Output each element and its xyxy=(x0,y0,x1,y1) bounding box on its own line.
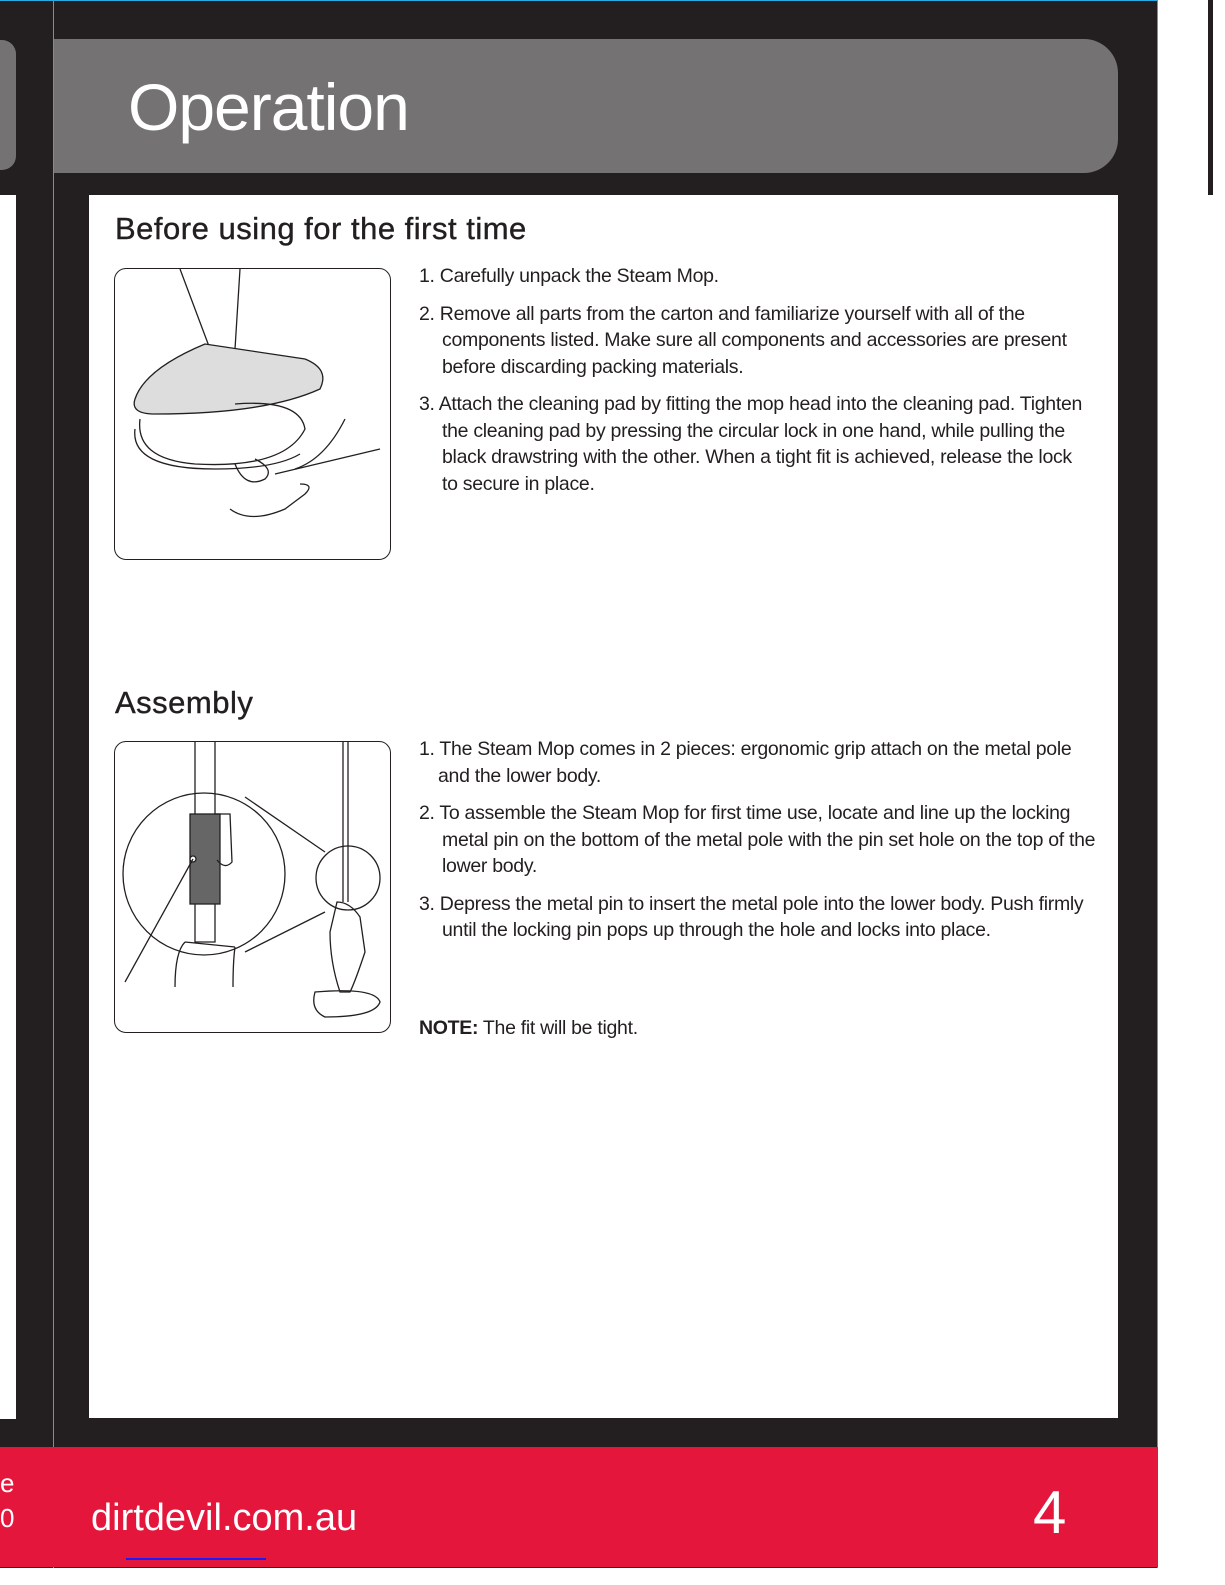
section-header xyxy=(54,39,1118,173)
step-item: 1. Carefully unpack the Steam Mop. xyxy=(419,265,719,287)
guide-line xyxy=(1157,0,1158,1568)
step-item: 1. The Steam Mop comes in 2 pieces: ergonomic grip attach on the metal pole and the lower body. xyxy=(419,738,1072,787)
page-title: Operation xyxy=(128,70,409,144)
link-underline xyxy=(126,1558,266,1560)
website-link[interactable]: dirtdevil.com.au xyxy=(91,1497,358,1539)
step-item: 2. To assemble the Steam Mop for first time use, locate and line up the locking metal pin on the bottom of the metal pole with the pin set hole on the top of the lower body. xyxy=(419,802,1096,877)
page-number: 4 xyxy=(1033,1479,1067,1546)
note-label: NOTE: xyxy=(419,1017,479,1039)
step-item: 3. Attach the cleaning pad by fitting the mop head into the cleaning pad. Tighten the cleaning pad by pressing the circular lock in one hand, while pulling the black drawstring with the other. When a tight fit is achieved, release the lock to secure in place. xyxy=(419,393,1083,495)
previous-page-text-fragment: e xyxy=(0,1468,15,1498)
first-use-steps xyxy=(419,263,1089,508)
assembly-illustration xyxy=(114,741,391,1033)
assembly-steps xyxy=(419,736,1099,955)
step-item: 2. Remove all parts from the carton and familiarize yourself with all of the components listed. Make sure all components and accessories are present before discarding packing materials. xyxy=(419,302,1067,378)
crop-mark xyxy=(1208,0,1213,195)
guide-line xyxy=(0,0,1158,1)
guide-line xyxy=(53,0,54,1568)
previous-page-header-edge xyxy=(0,40,16,170)
step-item: 3. Depress the metal pin to insert the metal pole into the lower body. Push firmly until the locking pin pops up through the hole and locks into place. xyxy=(419,892,1084,941)
previous-page-text-fragment: 0 xyxy=(0,1503,15,1533)
cleaning-pad-illustration xyxy=(114,268,391,560)
note-text: The fit will be tight. xyxy=(478,1017,638,1039)
section-heading-first-use: Before using for the first time xyxy=(115,211,527,246)
assembly-note xyxy=(419,1017,638,1040)
content-panel xyxy=(89,195,1118,1418)
previous-page-content-edge xyxy=(0,195,16,1419)
section-heading-assembly: Assembly xyxy=(115,685,254,720)
